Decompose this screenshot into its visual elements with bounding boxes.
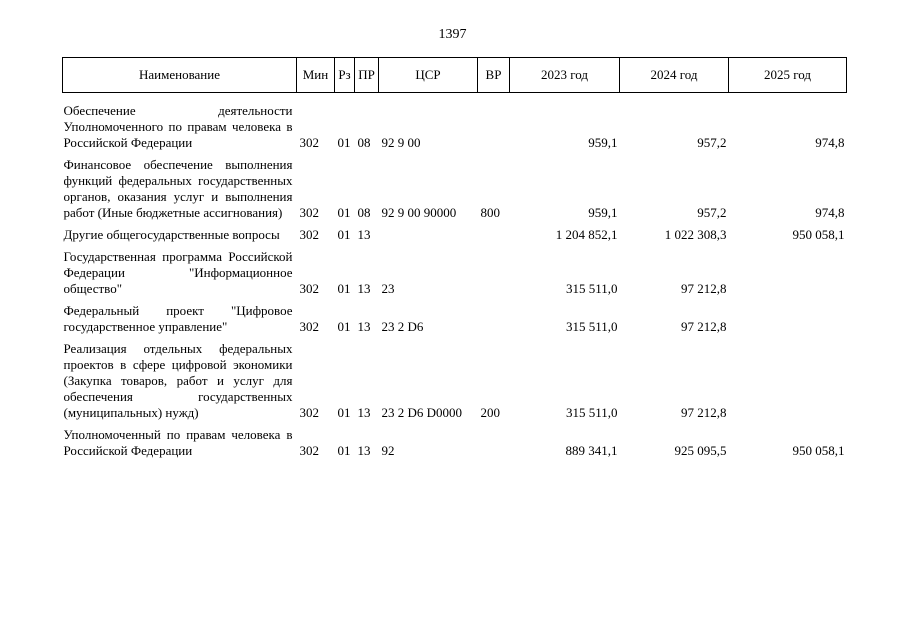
row-2023: 315 511,0: [565, 319, 618, 334]
row-pr: 13: [357, 227, 371, 242]
row-2025: [729, 249, 847, 297]
row-csr: 92 9 00: [381, 135, 421, 150]
row-vr: [478, 103, 510, 151]
row-2024: 97 212,8: [681, 319, 727, 334]
row-min: 302: [299, 227, 319, 242]
header-2023: 2023 год: [510, 58, 620, 93]
row-2024: 1 022 308,3: [664, 227, 727, 242]
row-name: Государственная программа Российской Федерации "Информационное общество": [63, 249, 293, 296]
row-csr: 23 2 D6 D0000: [381, 405, 463, 420]
row-min: 302: [299, 135, 319, 150]
row-2025: [729, 341, 847, 421]
row-vr: 800: [480, 205, 500, 220]
table-row: [63, 249, 847, 297]
row-2023: 315 511,0: [565, 405, 618, 420]
budget-table: [62, 57, 847, 459]
row-vr: [478, 427, 510, 459]
row-csr: 23 2 D6: [381, 319, 424, 334]
row-vr: 200: [480, 405, 500, 420]
row-min: 302: [299, 319, 319, 334]
row-min: 302: [299, 281, 319, 296]
row-csr: 92: [381, 443, 395, 458]
row-csr: 92 9 00 90000: [381, 205, 457, 220]
row-rz: 01: [337, 135, 351, 150]
row-vr: [478, 303, 510, 335]
row-rz: 01: [337, 443, 351, 458]
header-vr: ВР: [478, 58, 510, 93]
header-name: Наименование: [63, 58, 297, 93]
table-row: [63, 227, 847, 243]
table-row: [63, 157, 847, 221]
row-2025: 950 058,1: [792, 227, 845, 242]
row-pr: 08: [357, 205, 371, 220]
row-csr: [379, 227, 478, 243]
row-2023: 315 511,0: [565, 281, 618, 296]
row-2023: 1 204 852,1: [555, 227, 618, 242]
row-rz: 01: [337, 319, 351, 334]
row-2025: 950 058,1: [792, 443, 845, 458]
row-rz: 01: [337, 405, 351, 420]
table-body: [63, 93, 847, 460]
row-pr: 13: [357, 281, 371, 296]
row-2025: 974,8: [815, 205, 845, 220]
table-header: [63, 58, 847, 93]
row-2023: 959,1: [588, 205, 618, 220]
header-rz: Рз: [335, 58, 355, 93]
row-name: Федеральный проект "Цифровое государственное управление": [63, 303, 293, 334]
row-name: Уполномоченный по правам человека в Российской Федерации: [63, 427, 293, 458]
row-min: 302: [299, 405, 319, 420]
table-row: [63, 341, 847, 421]
row-pr: 13: [357, 405, 371, 420]
row-2023: 959,1: [588, 135, 618, 150]
header-min: Мин: [297, 58, 335, 93]
row-2023: 889 341,1: [565, 443, 618, 458]
row-min: 302: [299, 443, 319, 458]
row-name: Обеспечение деятельности Уполномоченного по правам человека в Российской Федерации: [63, 103, 293, 150]
row-2024: 97 212,8: [681, 281, 727, 296]
row-pr: 13: [357, 319, 371, 334]
header-2024: 2024 год: [620, 58, 729, 93]
row-2025: [729, 303, 847, 335]
row-name: Финансовое обеспечение выполнения функций федеральных государственных органов, оказания услуг и выполнения работ (Иные бюджетные ассигнования): [63, 157, 293, 220]
row-rz: 01: [337, 205, 351, 220]
row-rz: 01: [337, 227, 351, 242]
row-2024: 925 095,5: [674, 443, 727, 458]
row-vr: [478, 227, 510, 243]
row-csr: 23: [381, 281, 395, 296]
row-2025: 974,8: [815, 135, 845, 150]
table-row: [63, 103, 847, 151]
row-pr: 08: [357, 135, 371, 150]
row-rz: 01: [337, 281, 351, 296]
header-2025: 2025 год: [729, 58, 847, 93]
row-2024: 957,2: [697, 205, 727, 220]
row-pr: 13: [357, 443, 371, 458]
table-row: [63, 303, 847, 335]
table-row: [63, 427, 847, 459]
page-number: 1397: [438, 27, 467, 42]
row-name: Реализация отдельных федеральных проектов в сфере цифровой экономики (Закупка товаров, работ и услуг для обеспечения государственных (муниципальных) нужд): [63, 341, 293, 420]
row-min: 302: [299, 205, 319, 220]
row-name: Другие общегосударственные вопросы: [63, 227, 280, 242]
row-2024: 957,2: [697, 135, 727, 150]
row-vr: [478, 249, 510, 297]
row-2024: 97 212,8: [681, 405, 727, 420]
header-csr: ЦСР: [379, 58, 478, 93]
header-pr: ПР: [355, 58, 379, 93]
